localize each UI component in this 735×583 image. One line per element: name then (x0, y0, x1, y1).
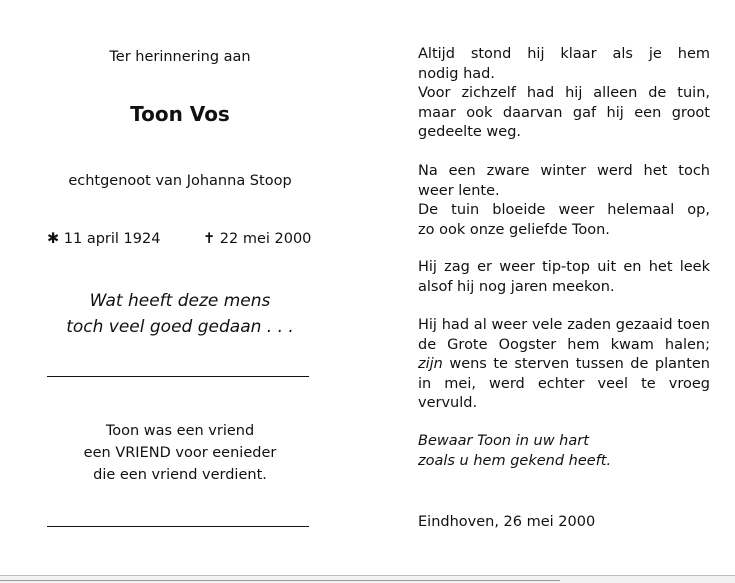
poem-stanza-3 (418, 258, 710, 297)
quote-line: toch veel goed gedaan . . . (66, 317, 294, 337)
deceased-name: Toon Vos (130, 102, 230, 126)
right-panel (418, 0, 710, 583)
verse-line: Toon was een vriend (105, 423, 255, 439)
poem-stanza-1 (418, 45, 710, 143)
poem-line: nodig had. (418, 65, 495, 82)
poem-line: zo ook onze geliefde Toon. (418, 221, 610, 238)
poem-line: de Grote Oogster hem kwam halen; (418, 336, 710, 353)
poem-line: weer lente. (418, 182, 500, 199)
spouse-text: echtgenoot van Johanna Stoop (68, 173, 292, 189)
left-panel (0, 0, 360, 583)
poem-line: De tuin bloeide weer helemaal op, (418, 202, 710, 218)
poem-stanza-2 (418, 162, 710, 240)
poem-line-rest: wens te sterven tussen de planten (442, 356, 710, 372)
verse-line: een VRIEND voor eenieder (83, 445, 277, 461)
poem-line: Hij zag er weer tip-top uit en het leek (418, 259, 710, 275)
closing-line: zoals u hem gekend heeft. (418, 452, 612, 469)
card-bottom-edge (0, 575, 735, 583)
divider-line (47, 526, 309, 527)
place-date (418, 513, 710, 533)
quote-line: Wat heeft deze mens (89, 291, 271, 311)
poem-line: vervuld. (418, 395, 478, 411)
poem-line: alsof hij nog jaren meekon. (418, 278, 615, 295)
intro-text: Ter herinnering aan (109, 49, 251, 65)
poem-line: in mei, werd echter veel te vroeg (418, 375, 710, 392)
emphasis-word: zijn (418, 356, 443, 372)
poem-line: Hij had al weer vele zaden gezaaid toen (418, 317, 710, 333)
poem-line: gedeelte weg. (418, 124, 522, 140)
poem-line: maar ook daarvan gaf hij een groot (418, 104, 710, 121)
death-date: ✝ 22 mei 2000 (203, 231, 312, 247)
place-date-text: Eindhoven, 26 mei 2000 (418, 514, 596, 530)
verse-line: die een vriend verdient. (93, 467, 267, 483)
birth-date: ✱ 11 april 1924 (47, 231, 161, 247)
poem-stanza-4 (418, 316, 710, 414)
divider-line (47, 376, 309, 377)
poem-line (418, 355, 710, 375)
closing-lines (418, 432, 710, 471)
poem-line: Na een zware winter werd het toch (418, 163, 710, 179)
poem-line: Altijd stond hij klaar als je hem (418, 46, 710, 62)
card-edge-line (0, 580, 560, 581)
poem-line: Voor zichzelf had hij alleen de tuin, (418, 85, 710, 101)
closing-line: Bewaar Toon in uw hart (418, 433, 589, 449)
